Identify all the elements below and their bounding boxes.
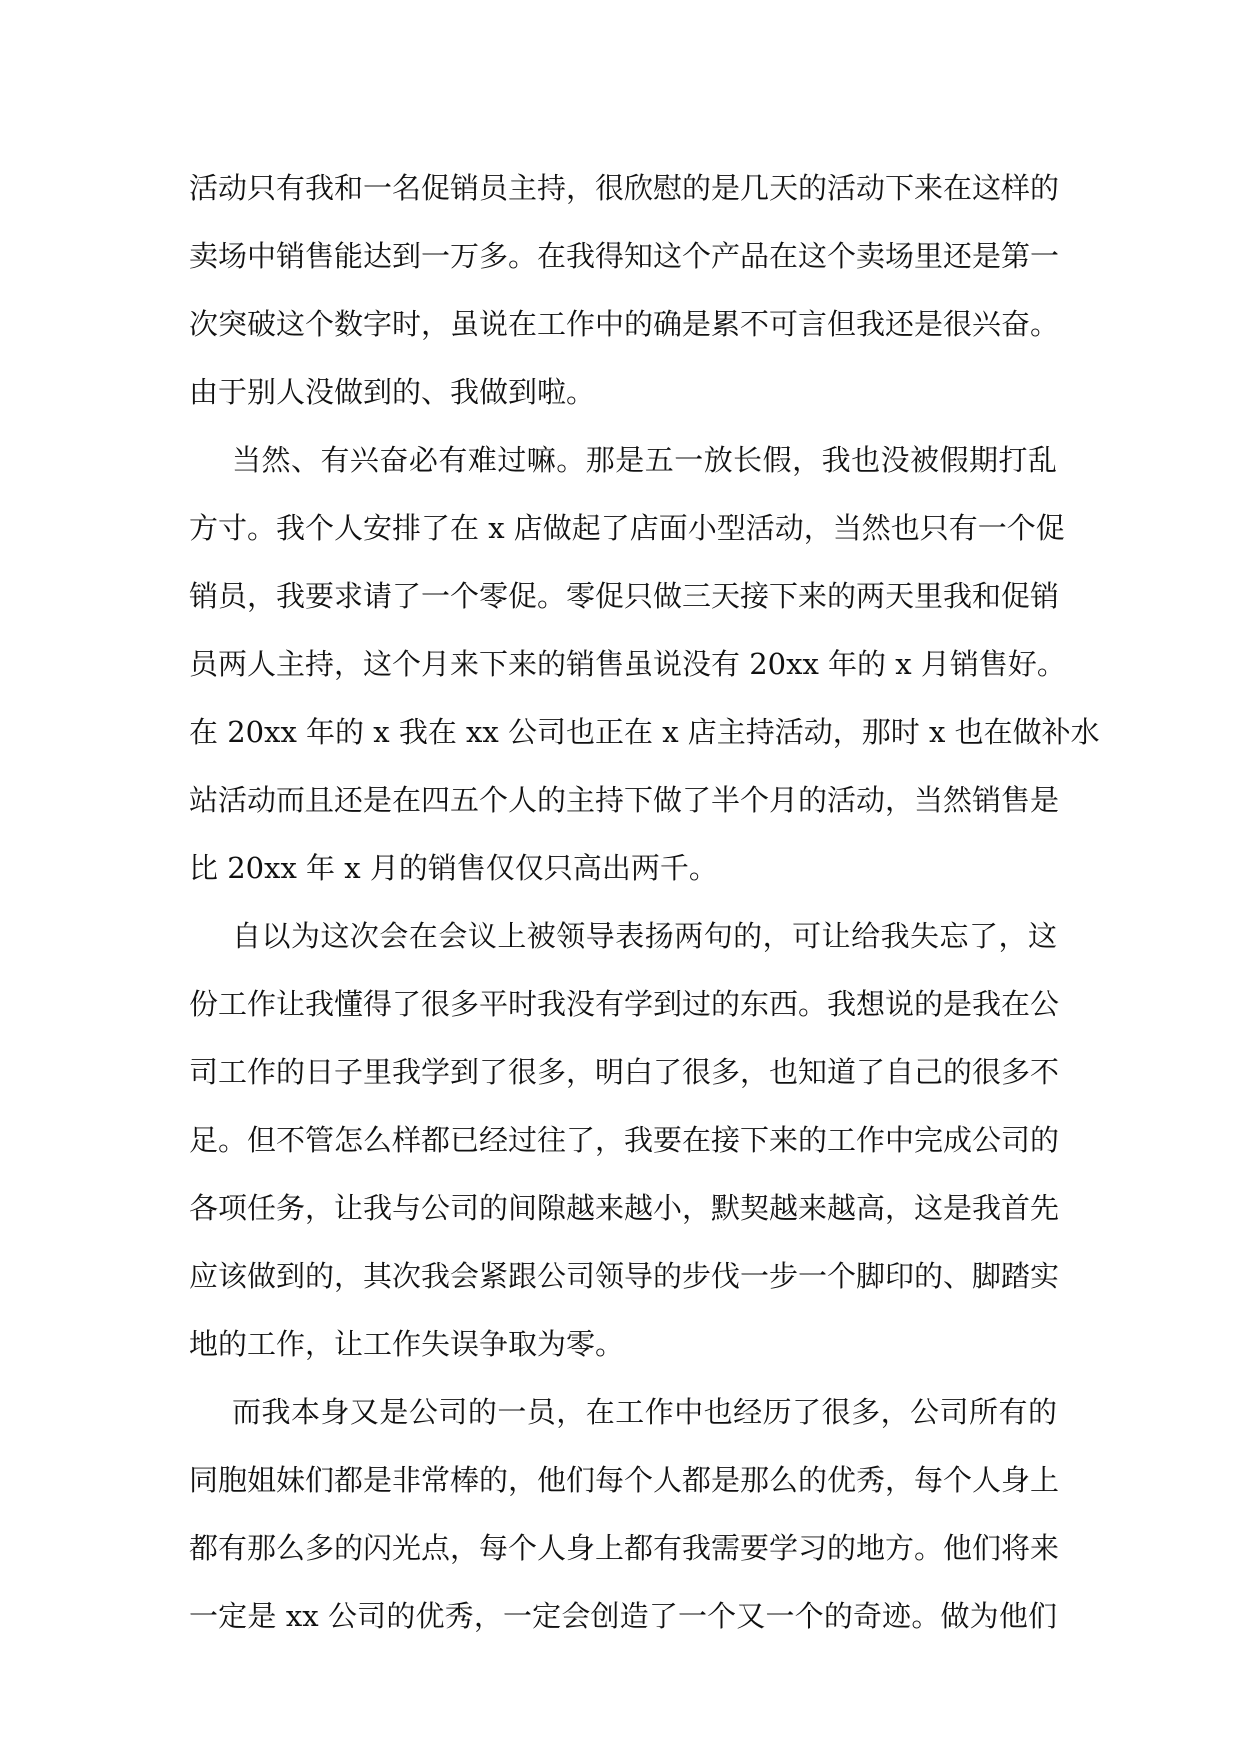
text-line: 比 20xx 年 x 月的销售仅仅只高出两千。: [189, 851, 718, 885]
text-line: 在 20xx 年的 x 我在 xx 公司也正在 x 店主持活动，那时 x 也在做补水: [189, 715, 1100, 749]
text-line: 都有那么多的闪光点，每个人身上都有我需要学习的地方。他们将来: [189, 1531, 1060, 1565]
text-line: 员两人主持，这个月来下来的销售虽说没有 20xx 年的 x 月销售好。: [189, 647, 1066, 681]
text-line: 足。但不管怎么样都已经过往了，我要在接下来的工作中完成公司的: [189, 1123, 1060, 1157]
text-line: 自以为这次会在会议上被领导表扬两句的，可让给我失忘了，这: [232, 919, 1057, 953]
text-line: 而我本身又是公司的一员，在工作中也经历了很多，公司所有的: [232, 1395, 1057, 1429]
text-line: 方寸。我个人安排了在 x 店做起了店面小型活动，当然也只有一个促: [189, 511, 1065, 545]
text-line: 一定是 xx 公司的优秀，一定会创造了一个又一个的奇迹。做为他们: [189, 1599, 1057, 1633]
text-line: 站活动而且还是在四五个人的主持下做了半个月的活动，当然销售是: [189, 783, 1060, 817]
text-line: 由于别人没做到的、我做到啦。: [189, 375, 596, 409]
text-line: 司工作的日子里我学到了很多，明白了很多，也知道了自己的很多不: [189, 1055, 1060, 1089]
text-line: 次突破这个数字时，虽说在工作中的确是累不可言但我还是很兴奋。: [189, 307, 1060, 341]
text-line: 同胞姐妹们都是非常棒的，他们每个人都是那么的优秀，每个人身上: [189, 1463, 1060, 1497]
text-line: 各项任务，让我与公司的间隙越来越小，默契越来越高，这是我首先: [189, 1191, 1060, 1225]
text-line: 卖场中销售能达到一万多。在我得知这个产品在这个卖场里还是第一: [189, 239, 1060, 273]
text-line: 当然、有兴奋必有难过嘛。那是五一放长假，我也没被假期打乱: [232, 443, 1057, 477]
text-line: 份工作让我懂得了很多平时我没有学到过的东西。我想说的是我在公: [189, 987, 1060, 1021]
text-line: 活动只有我和一名促销员主持，很欣慰的是几天的活动下来在这样的: [189, 171, 1060, 205]
text-line: 地的工作，让工作失误争取为零。: [189, 1327, 625, 1361]
text-line: 销员，我要求请了一个零促。零促只做三天接下来的两天里我和促销: [189, 579, 1060, 613]
text-line: 应该做到的，其次我会紧跟公司领导的步伐一步一个脚印的、脚踏实: [189, 1259, 1060, 1293]
